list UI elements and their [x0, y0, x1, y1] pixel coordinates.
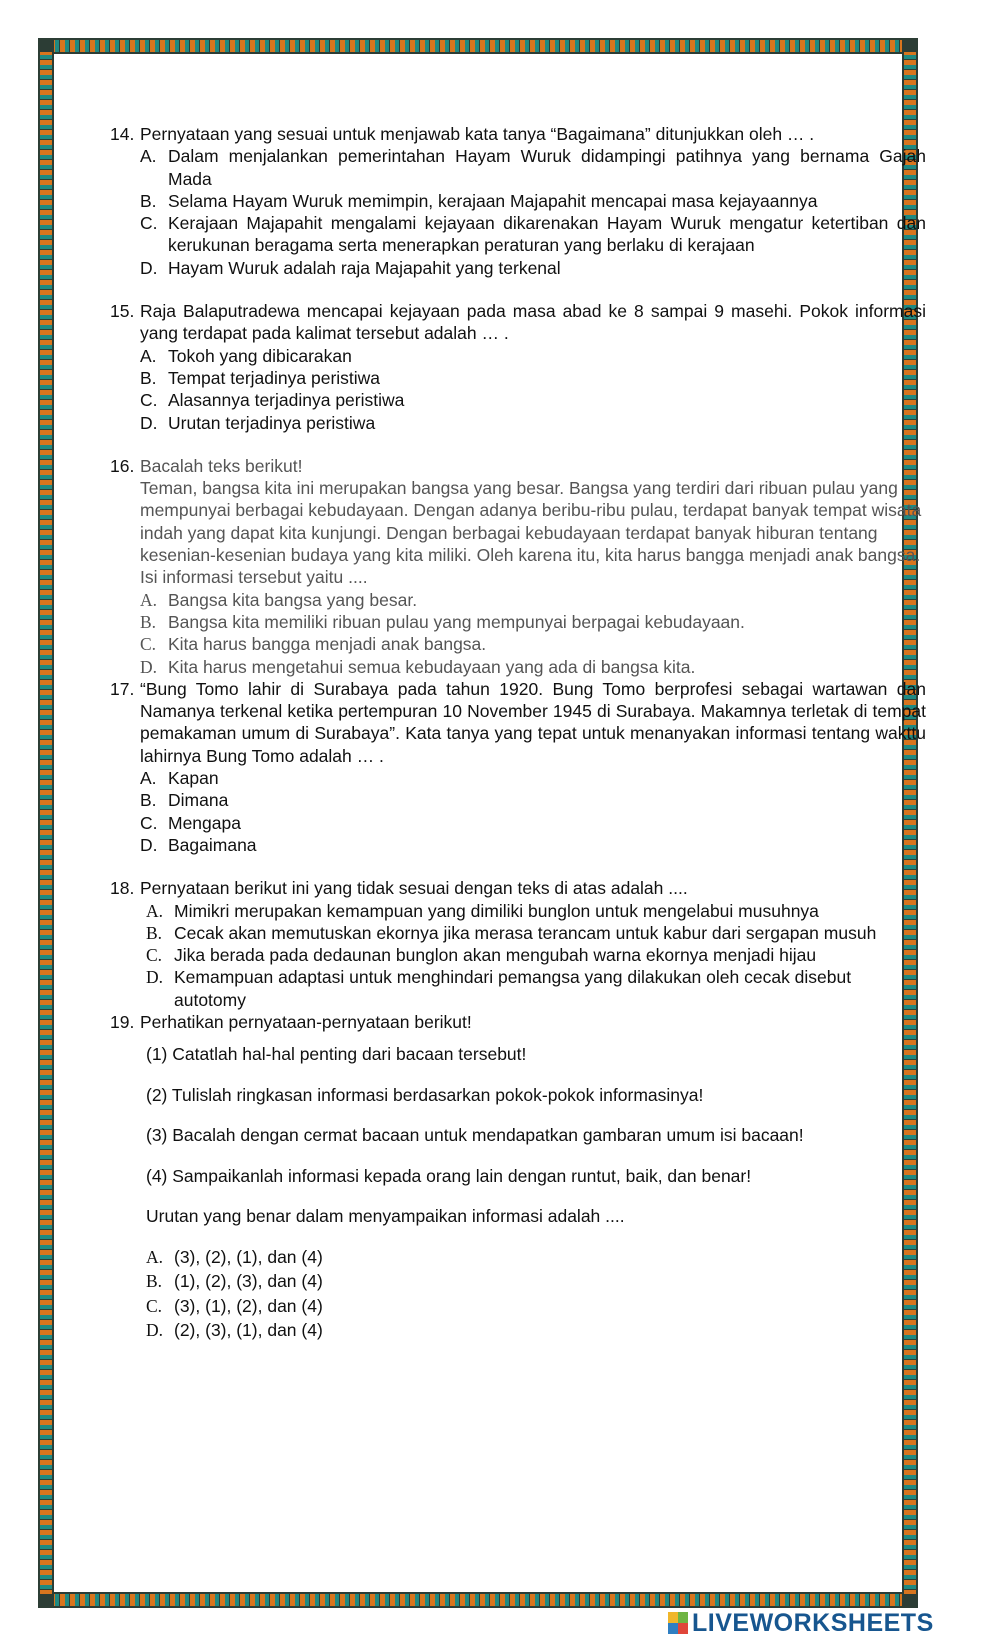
option-c[interactable]: C. Kerajaan Majapahit mengalami kejayaan dikarenakan Hayam Wuruk mengatur ketertiban dan kerukunan beragama serta menerapkan peraturan yang berlaku di kerajaan [140, 213, 926, 256]
worksheet-content [110, 123, 926, 1344]
corner-ornament [904, 38, 918, 52]
question-18 [110, 877, 926, 1011]
question-prompt: Urutan yang benar dalam menyampaikan informasi adalah .... [146, 1206, 625, 1227]
corner-ornament [38, 1594, 52, 1608]
border-top [38, 38, 918, 54]
question-number: 14. [110, 124, 135, 144]
option-d[interactable]: D. Urutan terjadinya peristiwa [140, 412, 376, 433]
option-c[interactable]: C. Kita harus bangga menjadi anak bangsa. [140, 634, 487, 655]
option-a[interactable]: A. Tokoh yang dibicarakan [140, 345, 352, 366]
reading-passage: Teman, bangsa kita ini merupakan bangsa yang besar. Bangsa yang terdiri dari ribuan pulau yang mempunyai berbagai kebudayaan. Dengan adanya beribu-ribu pulau, terdapat banyak tempat wisata indah yang dapat kita kunjungi. Dengan berbagai kebudayaan terdapat banyak hiburan tentang kesenian-kesenian budaya yang kita miliki. Oleh karena itu, kita harus bangga menjadi anak bangsa. [140, 478, 922, 566]
option-c[interactable]: C. Mengapa [140, 812, 241, 833]
liveworksheets-logo[interactable] [668, 1610, 934, 1636]
option-d[interactable]: D. Bagaimana [140, 834, 257, 855]
corner-ornament [904, 1594, 918, 1608]
question-number: 16. [110, 455, 135, 476]
question-number: 18. [110, 878, 135, 899]
question-text: Raja Balaputradewa mencapai kejayaan pada masa abad ke 8 sampai 9 masehi. Pokok informasi yang terdapat pada kalimat tersebut adalah … . [140, 301, 926, 344]
question-14 [110, 123, 926, 279]
question-number: 17. [110, 678, 135, 699]
option-b[interactable]: B. Tempat terjadinya peristiwa [140, 367, 381, 388]
option-a[interactable]: A. (3), (2), (1), dan (4) [146, 1246, 323, 1267]
option-a[interactable]: A. Mimikri merupakan kemampuan yang dimiliki bunglon untuk mengelabui musuhnya [146, 900, 819, 921]
statement-3: (3) Bacalah dengan cermat bacaan untuk mendapatkan gambaran umum isi bacaan! [146, 1125, 804, 1146]
border-bottom [38, 1592, 918, 1608]
question-text: Isi informasi tersebut yaitu .... [140, 567, 368, 588]
logo-grid-icon [668, 1612, 688, 1634]
option-a[interactable]: A. Kapan [140, 768, 219, 789]
question-19 [110, 1011, 926, 1344]
question-number: 19. [110, 1011, 135, 1032]
question-text: Pernyataan berikut ini yang tidak sesuai dengan teks di atas adalah .... [140, 878, 688, 899]
statement-1: (1) Catatlah hal-hal penting dari bacaan tersebut! [146, 1044, 527, 1065]
option-b[interactable]: B. (1), (2), (3), dan (4) [146, 1271, 323, 1292]
question-text: Pernyataan yang sesuai untuk menjawab kata tanya “Bagaimana” ditunjukkan oleh … . [140, 124, 815, 144]
option-c[interactable]: C. (3), (1), (2), dan (4) [146, 1295, 323, 1316]
option-d[interactable]: D. (2), (3), (1), dan (4) [146, 1320, 323, 1341]
corner-ornament [38, 38, 52, 52]
question-number: 15. [110, 301, 135, 322]
question-15 [110, 300, 926, 434]
option-b[interactable]: B. Selama Hayam Wuruk memimpin, kerajaan Majapahit mencapai masa kejayaannya [140, 190, 818, 211]
border-left [38, 38, 54, 1608]
question-17 [110, 678, 926, 856]
question-text: Perhatikan pernyataan-pernyataan berikut! [140, 1011, 472, 1032]
statement-4: (4) Sampaikanlah informasi kepada orang lain dengan runtut, baik, dan benar! [146, 1165, 752, 1186]
option-b[interactable]: B. Bangsa kita memiliki ribuan pulau yang mempunyai berpagai kebudayaan. [140, 611, 745, 632]
option-c[interactable]: C. Alasannya terjadinya peristiwa [140, 390, 405, 411]
option-a[interactable]: A. Bangsa kita bangsa yang besar. [140, 589, 418, 610]
option-d[interactable]: D. Hayam Wuruk adalah raja Majapahit yang terkenal [140, 257, 561, 278]
option-d[interactable]: D. Kita harus mengetahui semua kebudayaan yang ada di bangsa kita. [140, 656, 696, 677]
option-b[interactable]: B. Cecak akan memutuskan ekornya jika merasa terancam untuk kabur dari sergapan musuh [146, 922, 877, 943]
option-b[interactable]: B. Dimana [140, 790, 229, 811]
logo-text: LIVEWORKSHEETS [692, 1608, 934, 1637]
statement-2: (2) Tulislah ringkasan informasi berdasarkan pokok-pokok informasinya! [146, 1084, 704, 1105]
question-16 [110, 455, 926, 678]
question-text: “Bung Tomo lahir di Surabaya pada tahun 1920. Bung Tomo berprofesi sebagai wartawan dan Namanya terkenal ketika pertempuran 10 November 1945 di Surabaya. Makamnya terletak di tempat pemakaman umum di Surabaya”. Kata tanya yang tepat untuk menanyakan informasi tentang wakttu lahirnya Bung Tomo adalah … . [140, 678, 926, 766]
option-c[interactable]: C. Jika berada pada dedaunan bunglon akan mengubah warna ekornya menjadi hijau [146, 945, 817, 966]
question-intro: Bacalah teks berikut! [140, 455, 303, 476]
option-d[interactable]: D. Kemampuan adaptasi untuk menghindari pemangsa yang dilakukan oleh cecak disebut autotomy [146, 967, 852, 1010]
option-a[interactable]: A. Dalam menjalankan pemerintahan Hayam Wuruk didampingi patihnya yang bernama Gajah Mada [140, 146, 926, 189]
